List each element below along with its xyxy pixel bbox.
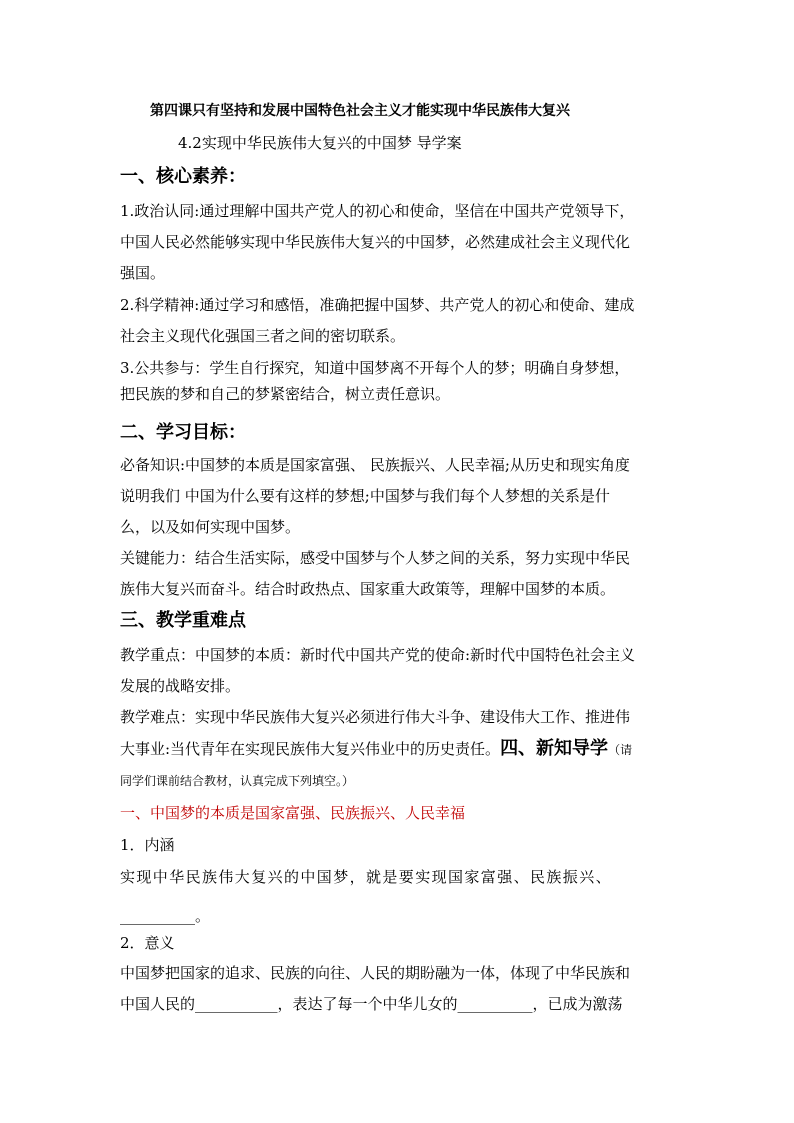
section-heading-core-literacy: 一、核心素养： <box>120 166 246 187</box>
subheading-connotation: 1．内涵 <box>120 836 175 854</box>
inline-note: （请 <box>608 743 633 757</box>
fill-blank-line: __________。 <box>120 907 211 925</box>
fill-blank-line: 中国人民的___________，表达了每一个中华儿女的__________，已成为激荡 <box>120 995 623 1013</box>
section-heading-key-points: 三、教学重难点 <box>120 610 246 631</box>
note-line: 同学们课前结合教材，认真完成下列填空。） <box>120 774 355 788</box>
text-line: 发展的战略安排。 <box>120 677 241 695</box>
core-literacy-item-3 <box>120 355 682 407</box>
text-line: 实现中华民族伟大复兴的中国梦，就是要实现国家富强、民族振兴、 <box>120 868 613 886</box>
document-subtitle: 4.2实现中华民族伟大复兴的中国梦 导学案 <box>178 134 462 152</box>
text-line: 社会主义现代化强国三者之间的密切联系。 <box>120 327 406 345</box>
section-heading-new-knowledge: 四、新知导学 <box>500 738 609 759</box>
connotation-text <box>120 862 682 932</box>
text-line: 2.科学精神:通过学习和感悟，准确把握中国梦、共产党人的初心和使命、建成 <box>120 296 635 314</box>
text-line: 必备知识:中国梦的本质是国家富强、 民族振兴、人民幸福;从历史和现实角度 <box>120 456 630 474</box>
text-line: 把民族的梦和自己的梦紧密结合，树立责任意识。 <box>120 385 451 403</box>
text-line: 3.公共参与：学生自行探究，知道中国梦离不开每个人的梦；明确自身梦想， <box>120 359 630 377</box>
text-line: 么，以及如何实现中国梦。 <box>120 518 301 536</box>
document-title: 第四课只有坚持和发展中国特色社会主义才能实现中华民族伟大复兴 <box>150 103 570 119</box>
text-line: 强国。 <box>120 264 166 282</box>
text-line: 中国人民必然能够实现中华民族伟大复兴的中国梦，必然建成社会主义现代化 <box>120 233 631 251</box>
text-line: 教学难点：实现中华民族伟大复兴必须进行伟大斗争、建设伟大工作、推进伟 <box>120 708 631 726</box>
section-heading-learning-goals: 二、学习目标： <box>120 422 246 443</box>
text-line <box>120 733 682 766</box>
text-line: 中国梦把国家的追求、民族的向往、人民的期盼融为一体，体现了中华民族和 <box>120 964 631 982</box>
learning-goals-text <box>120 450 682 605</box>
text-line: 说明我们 中国为什么要有这样的梦想;中国梦与我们每个人梦想的关系是什 <box>120 487 610 505</box>
text-line: 关键能力：结合生活实际，感受中国梦与个人梦之间的关系，努力实现中华民 <box>120 549 631 567</box>
text-line: 1.政治认同:通过理解中国共产党人的初心和使命，坚信在中国共产党领导下， <box>120 202 635 220</box>
key-points-text <box>120 640 682 796</box>
core-literacy-item-1 <box>120 196 682 289</box>
red-subheading-dream-essence: 一、中国梦的本质是国家富强、民族振兴、人民幸福 <box>120 804 466 822</box>
text-line-part: 大事业:当代青年在实现民族伟大复兴伟业中的历史责任。 <box>120 740 501 758</box>
text-line: 教学重点：中国梦的本质：新时代中国共产党的使命:新时代中国特色社会主义 <box>120 646 636 664</box>
core-literacy-item-2 <box>120 290 682 352</box>
subheading-significance: 2．意义 <box>120 934 175 952</box>
significance-text <box>120 958 682 1020</box>
text-line: 族伟大复兴而奋斗。结合时政热点、国家重大政策等，理解中国梦的本质。 <box>120 580 616 598</box>
